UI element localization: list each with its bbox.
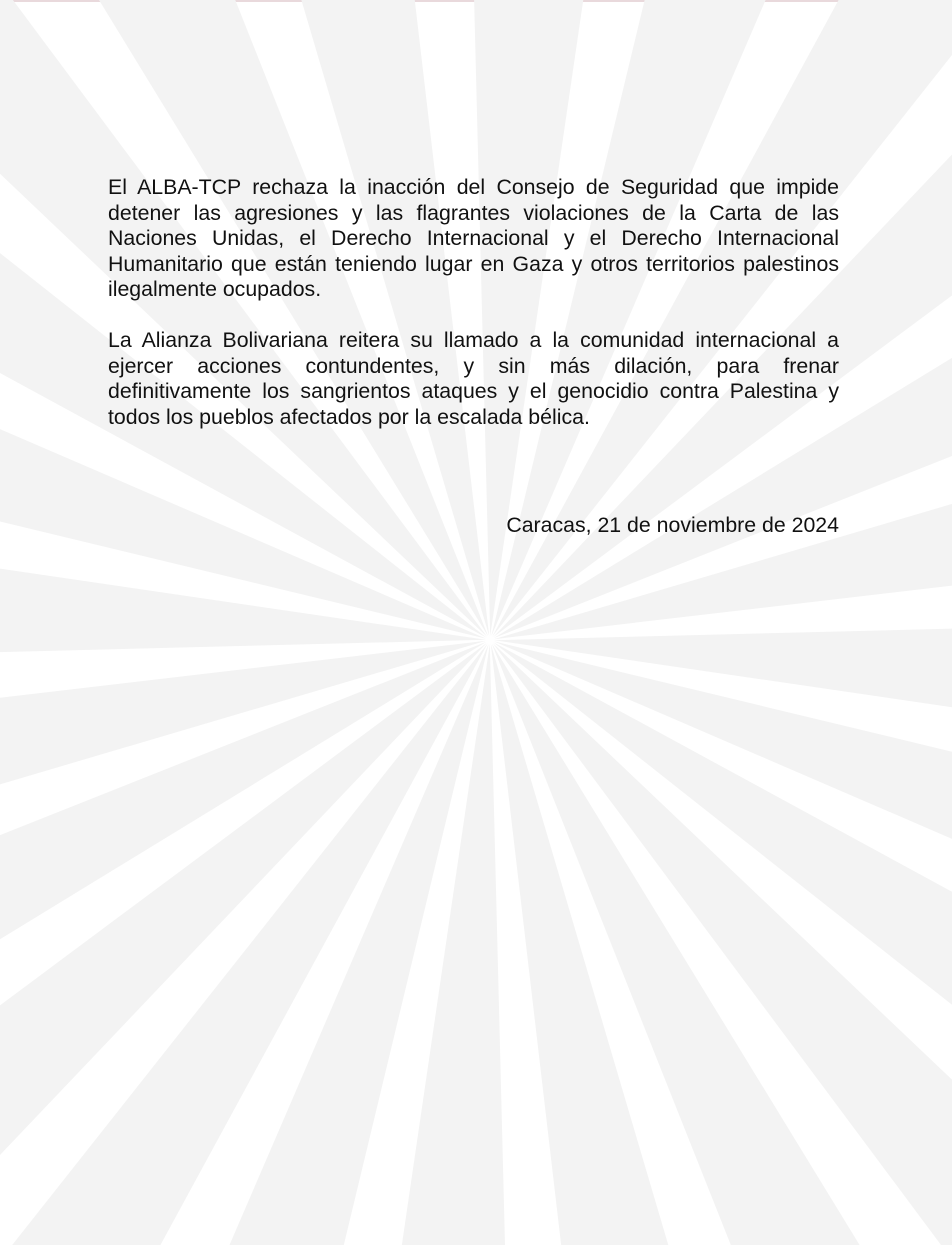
paragraph-1: El ALBA-TCP rechaza la inacción del Consejo de Seguridad que impide detener las agresiones y las flagrantes violaciones de la Carta de las Naciones Unidas, el Derecho Internacional y el Derecho Internacional Humanitario que están teniendo lugar en Gaza y otros territorios palestinos ilegalmente ocupados. <box>108 175 839 302</box>
place-date: Caracas, 21 de noviembre de 2024 <box>506 513 839 537</box>
paragraph-2: La Alianza Bolivariana reitera su llamado a la comunidad internacional a ejercer acciones contundentes, y sin más dilación, para frenar definitivamente los sangrientos ataques y el genocidio contra Palestina y todos los pueblos afectados por la escalada bélica. <box>108 328 839 429</box>
